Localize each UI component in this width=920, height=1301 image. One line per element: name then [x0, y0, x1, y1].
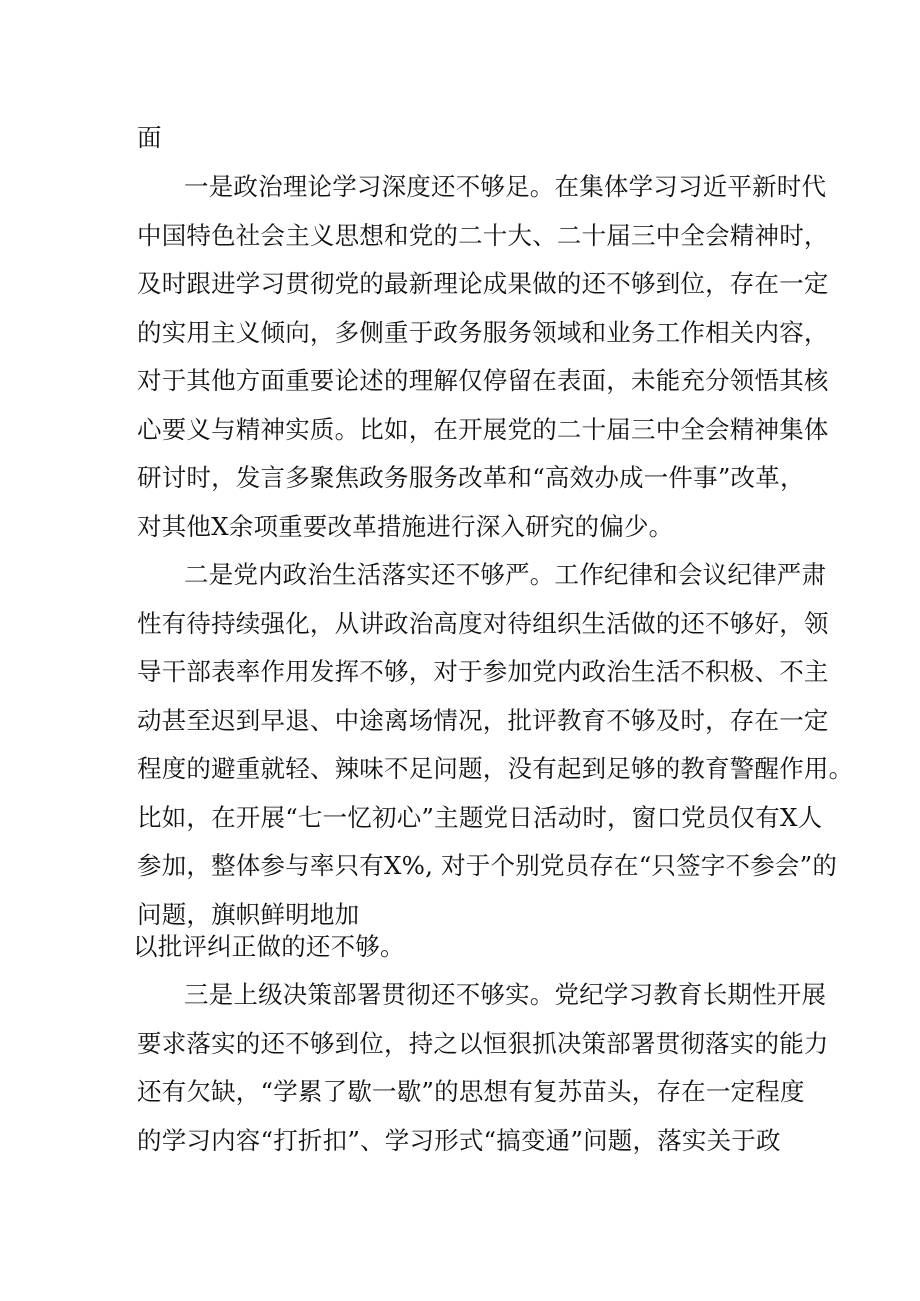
text-line: 还有欠缺，“学累了歇一歇”的思想有复苏苗头，存在一定程度 [137, 1077, 805, 1106]
text-line: 面 [137, 123, 162, 152]
text-line: 及时跟进学习贯彻党的最新理论成果做的还不够到位，存在一定 [137, 269, 829, 298]
text-line: 问题，旗帜鲜明地加 [137, 900, 360, 929]
paragraph-3-heading-line: 三是上级决策部署贯彻还不够实。党纪学习教育长期性开展 [184, 980, 827, 1009]
text-line: 的实用主义倾向，多侧重于政务服务领域和业务工作相关内容， [137, 318, 829, 347]
text-line: 以批评纠正做的还不够。 [133, 932, 405, 961]
text-line: 要求落实的还不够到位，持之以恒狠抓决策部署贯彻落实的能力 [137, 1029, 829, 1058]
text-line: 动甚至迟到早退、中途离场情况，批评教育不够及时，存在一定 [137, 706, 829, 735]
text-line: 程度的避重就轻、辣味不足问题，没有起到足够的教育警醒作用。 [137, 754, 854, 783]
text-line: 心要义与精神实质。比如，在开展党的二十届三中全会精神集体 [137, 415, 829, 444]
text-line: 参加，整体参与率只有X%, 对于个别党员存在“只签字不参会”的 [137, 851, 838, 880]
text-line: 中国特色社会主义思想和党的二十大、二十届三中全会精神时， [137, 221, 829, 250]
paragraph-1-heading-line: 一是政治理论学习深度还不够足。在集体学习习近平新时代 [184, 172, 827, 201]
text-line: 的学习内容“打折扣”、学习形式“搞变通”问题，落实关于政 [137, 1126, 781, 1155]
text-line: 性有待持续强化，从讲政治高度对待组织生活做的还不够好，领 [137, 609, 829, 638]
paragraph-2-heading-line: 二是党内政治生活落实还不够严。工作纪律和会议纪律严肃 [184, 560, 827, 589]
text-line: 对于其他方面重要论述的理解仅停留在表面，未能充分领悟其核 [137, 366, 829, 395]
text-line: 导干部表率作用发挥不够，对于参加党内政治生活不积极、不主 [137, 657, 829, 686]
text-line: 对其他X余项重要改革措施进行深入研究的偏少。 [137, 512, 674, 541]
text-line: 比如，在开展“七一忆初心”主题党日活动时，窗口党员仅有X人 [137, 803, 823, 832]
text-line: 研讨时，发言多聚焦政务服务改革和“高效办成一件事”改革， [137, 463, 805, 492]
